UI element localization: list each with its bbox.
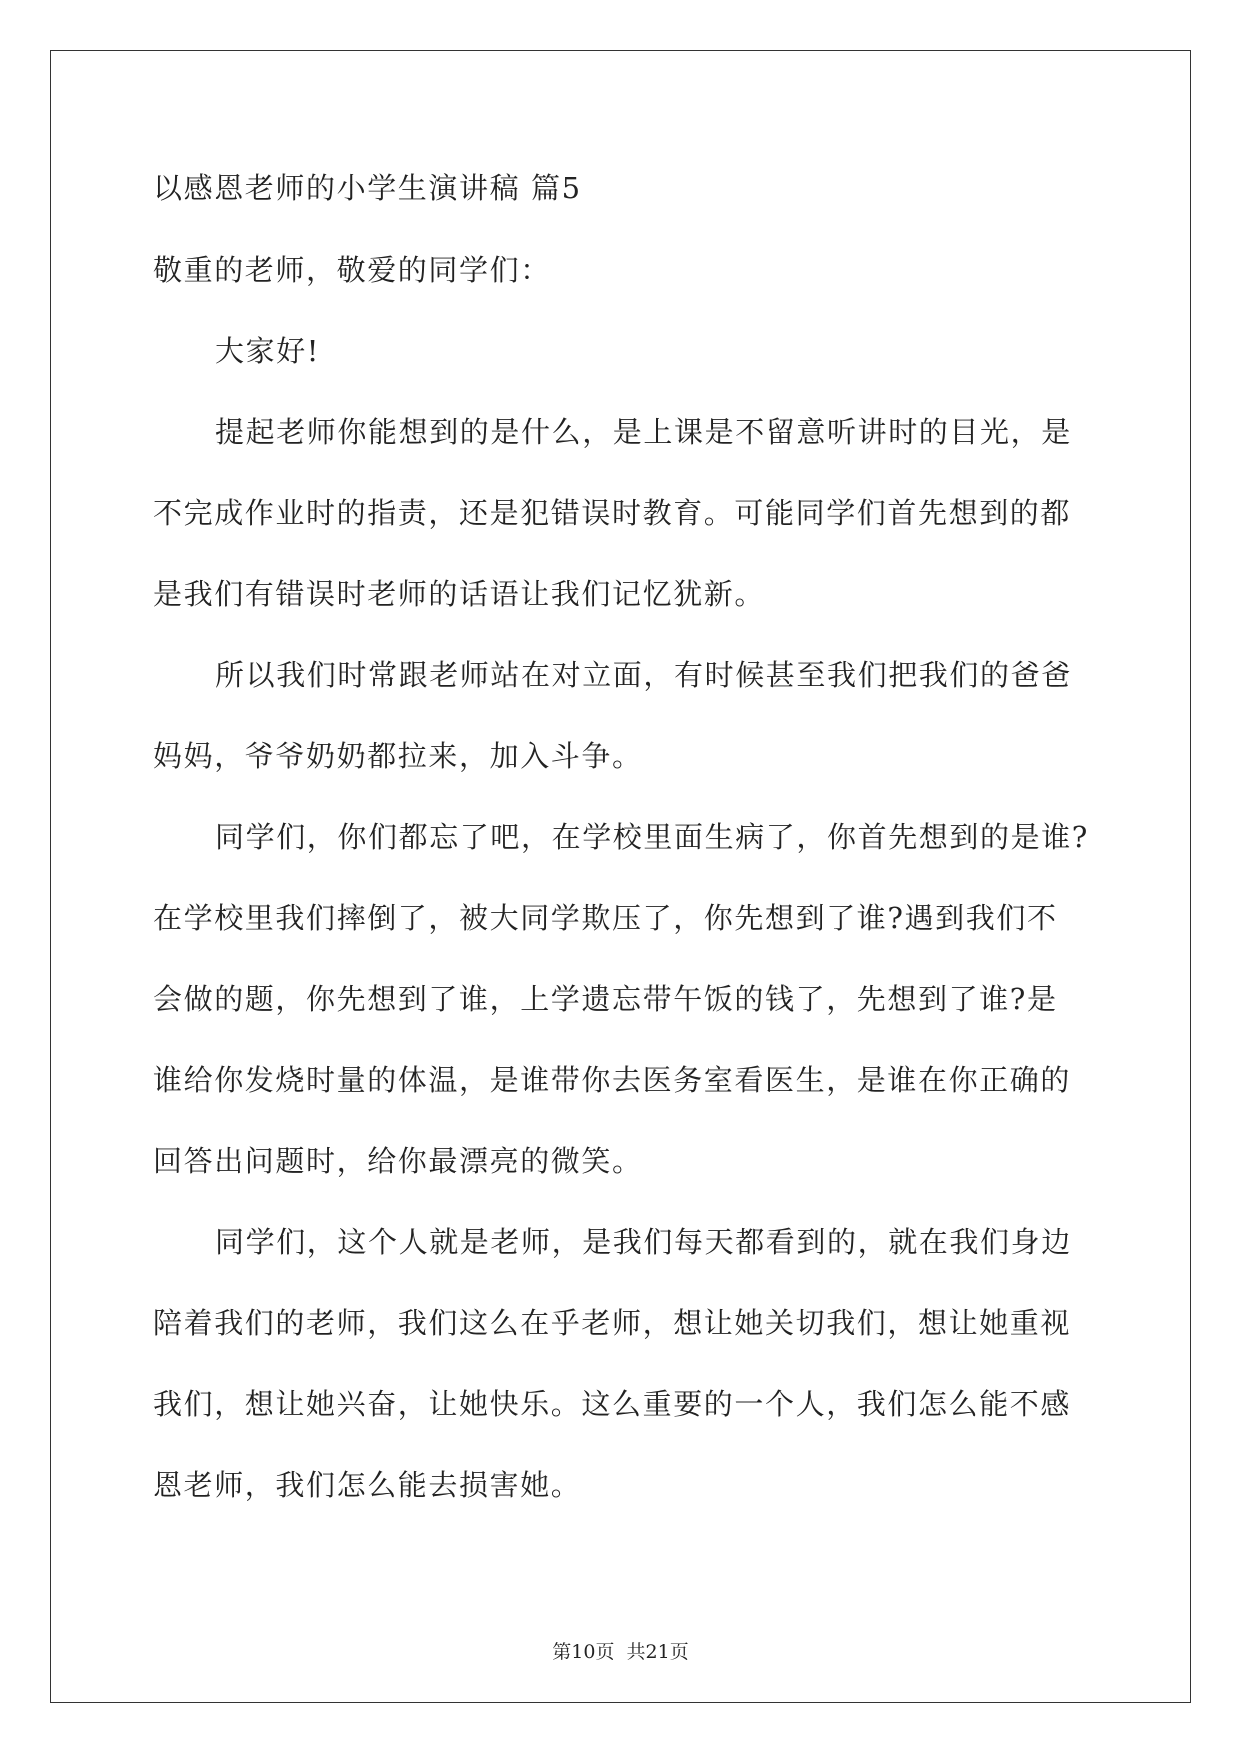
page-total: 共21页 (626, 1641, 689, 1663)
page-footer (0, 1640, 1241, 1664)
text-line: 回答出问题时，给你最漂亮的微笑。 (153, 1144, 643, 1178)
text-line: 同学们，这个人就是老师，是我们每天都看到的，就在我们身边 (215, 1225, 1072, 1259)
text-line: 是我们有错误时老师的话语让我们记忆犹新。 (153, 577, 766, 611)
text-line: 谁给你发烧时量的体温，是谁带你去医务室看医生，是谁在你正确的 (153, 1063, 1072, 1097)
paragraph-lines (153, 250, 1088, 1505)
text-line: 所以我们时常跟老师站在对立面，有时候甚至我们把我们的爸爸 (215, 658, 1072, 692)
text-line: 陪着我们的老师，我们这么在乎老师，想让她关切我们，想让她重视 (153, 1306, 1072, 1340)
text-line: 恩老师，我们怎么能去损害她。 (153, 1468, 582, 1502)
text-line: 在学校里我们摔倒了，被大同学欺压了，你先想到了谁?遇到我们不 (153, 901, 1058, 935)
text-line: 会做的题，你先想到了谁，上学遗忘带午饭的钱了，先想到了谁?是 (153, 982, 1058, 1016)
page-number: 第10页 (552, 1641, 615, 1663)
document-title: 以感恩老师的小学生演讲稿 篇5 (153, 171, 582, 205)
text-line: 敬重的老师，敬爱的同学们： (153, 253, 551, 287)
text-line: 提起老师你能想到的是什么，是上课是不留意听讲时的目光，是 (215, 415, 1072, 449)
text-line: 不完成作业时的指责，还是犯错误时教育。可能同学们首先想到的都 (153, 496, 1072, 530)
text-line: 同学们，你们都忘了吧，在学校里面生病了，你首先想到的是谁? (215, 820, 1089, 854)
document-body (153, 168, 1088, 1546)
text-line: 妈妈，爷爷奶奶都拉来，加入斗争。 (153, 739, 643, 773)
text-line: 大家好! (215, 334, 321, 368)
text-line: 我们，想让她兴奋，让她快乐。这么重要的一个人，我们怎么能不感 (153, 1387, 1072, 1421)
